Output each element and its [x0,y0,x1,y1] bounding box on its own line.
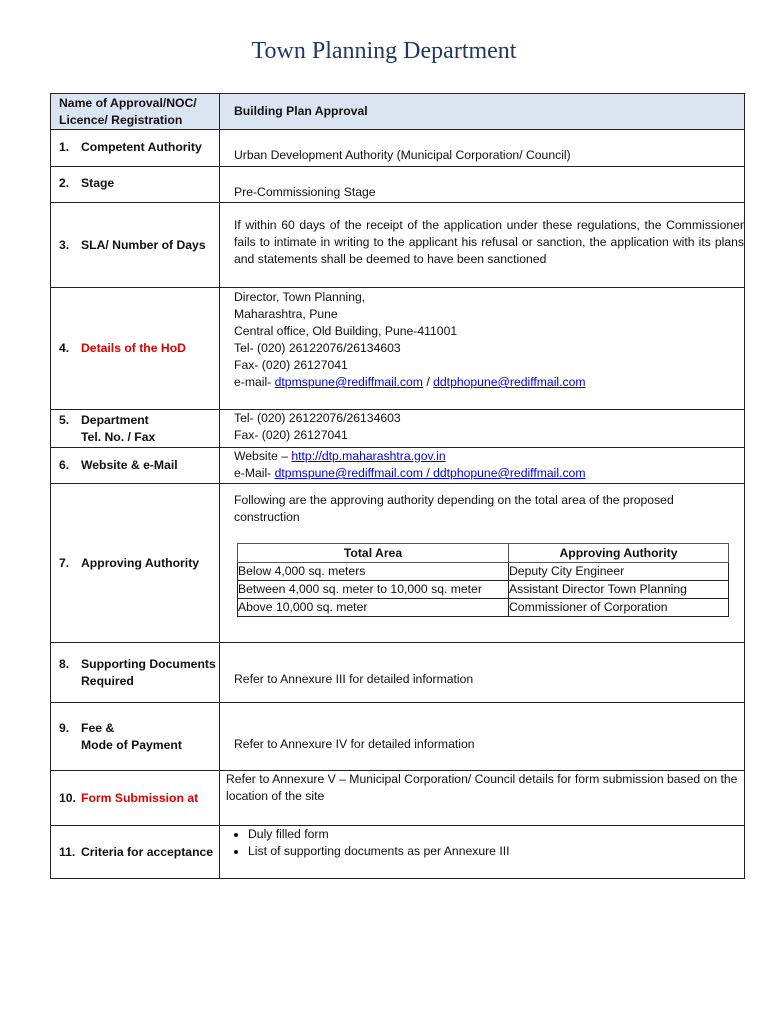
email-line: e-Mail- dtpmspune@rediffmail.com / ddtphopune@rediffmail.com [234,466,586,480]
row-number: 1. [59,140,70,154]
inner-row: Below 4,000 sq. meters Deputy City Engineer [238,563,729,581]
row-number: 7. [59,555,70,570]
approving-intro: Following are the approving authority depending on the total area of the proposed construction [234,493,674,524]
hod-line: Director, Town Planning, [234,290,366,304]
hod-tel: Tel- (020) 26122076/26134603 [234,341,401,355]
website-link[interactable]: http://dtp.maharashtra.gov.in [291,449,446,463]
table-row [51,167,745,203]
row-number: 9. [59,720,70,735]
dept-tel: Tel- (020) 26122076/26134603 [234,411,401,425]
inner-header-row [238,544,729,563]
row-label: Tel. No. / Fax [81,429,156,444]
inner-header: Approving Authority [509,544,729,563]
row-label: Form Submission at [81,790,199,805]
row-label: SLA/ Number of Days [81,237,206,252]
row-number: 10. [59,790,76,805]
row-number: 2. [59,176,70,190]
header-label: Name of Approval/NOC/ Licence/ Registration [59,95,197,127]
email-link[interactable]: dtpmspune@rediffmail.com [274,375,423,389]
email-links[interactable]: dtpmspune@rediffmail.com / ddtphopune@rediffmail.com [274,466,586,480]
sla-text: If within 60 days of the receipt of the application under these regulations, the Commissioner fails to intimate in writing to the applicant his refusal or sanction, the application with its plans and statements shall be deemed to have been sanctioned [234,218,744,266]
table-row [51,448,745,484]
hod-line: Maharashtra, Pune [234,307,338,321]
table-row [51,410,745,448]
row-label: Supporting Documents [81,656,216,671]
row-label: Required [81,673,134,688]
fee-value: Refer to Annexure IV for detailed information [234,737,475,751]
row-number: 4. [59,341,70,355]
row-label: Mode of Payment [81,737,182,752]
table-row [51,288,745,410]
row-label: Approving Authority [81,555,200,570]
header-value-cell [220,94,745,130]
table-header-row [51,94,745,130]
header-label-cell [51,94,220,130]
approval-details-table [50,93,745,879]
website-line: Website – http://dtp.maharashtra.gov.in [234,449,446,463]
approving-authority-table [237,543,729,617]
table-row [51,203,745,288]
row-number: 5. [59,412,70,427]
hod-email: e-mail- dtpmspune@rediffmail.com / ddtphopune@rediffmail.com [234,375,586,389]
row-label: Website & e-Mail [81,458,178,472]
header-value: Building Plan Approval [234,104,368,118]
table-row [51,484,745,643]
stage-value: Pre-Commissioning Stage [234,185,376,199]
row-number: 8. [59,656,70,671]
row-number: 11. [59,844,76,859]
row-label: Criteria for acceptance [81,844,214,859]
form-submission-value: Refer to Annexure V – Municipal Corporation/ Council details for form submission based on the location of the site [226,772,738,803]
hod-line: Central office, Old Building, Pune-411001 [234,324,458,338]
table-row [51,643,745,703]
hod-fax: Fax- (020) 26127041 [234,358,348,372]
list-item: • Duly filled form [248,826,744,843]
row-number: 3. [59,237,70,252]
table-row [51,703,745,771]
inner-row: Between 4,000 sq. meter to 10,000 sq. meter Assistant Director Town Planning [238,581,729,599]
list-item: • List of supporting documents as per Annexure III [248,843,744,860]
table-row [51,130,745,167]
row-label: Department [81,412,149,427]
email-link[interactable]: ddtphopune@rediffmail.com [433,375,586,389]
page-title: Town Planning Department [251,38,517,64]
table-row [51,826,745,879]
dept-fax: Fax- (020) 26127041 [234,428,348,442]
inner-header: Total Area [238,544,509,563]
row-label: Stage [81,176,115,190]
competent-authority-value: Urban Development Authority (Municipal Corporation/ Council) [234,148,571,162]
row-label: Fee & [81,720,115,735]
row-label: Competent Authority [81,140,202,154]
supporting-docs-value: Refer to Annexure III for detailed information [234,672,474,686]
row-label: Details of the HoD [81,341,186,355]
inner-row: Above 10,000 sq. meter Commissioner of Corporation [238,599,729,617]
row-number: 6. [59,458,70,472]
criteria-list [226,826,744,860]
table-row [51,771,745,826]
